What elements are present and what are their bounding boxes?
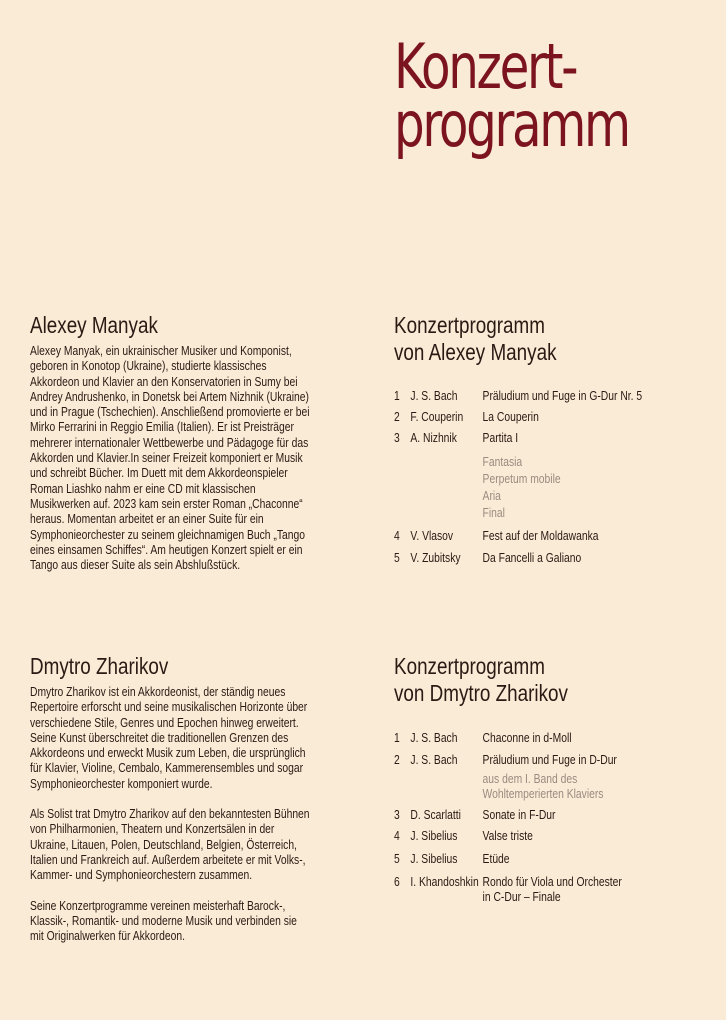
item-work: Da Fancelli a Galiano bbox=[482, 551, 582, 565]
artist2-bio bbox=[30, 685, 375, 959]
item-composer: J. S. Bach bbox=[410, 389, 458, 403]
artist1-name-text: Alexey Manyak bbox=[30, 312, 158, 338]
item-number: 1 bbox=[394, 389, 400, 403]
item-number: 4 bbox=[394, 529, 400, 543]
item-number: 5 bbox=[394, 551, 400, 565]
item-work: Fest auf der Moldawanka bbox=[482, 529, 599, 543]
item-number: 4 bbox=[394, 829, 400, 843]
item-work: Partita I bbox=[482, 431, 519, 445]
work-note-line: aus dem I. Band des bbox=[482, 772, 578, 786]
artist2-bio-paragraph: Dmytro Zharikov ist ein Akkordeonist, der ständig neues Repertoire erforscht und seine musikalischen Horizonte über verschiedene Stile, Genres und Epochen hinweg erweitert. Seine Kunst überschreitet die traditionellen Grenzen des Akkordeons und erweckt Musik zum Leben, die ursprünglich für Klavier, Violine, Cembalo, Kammerensembles und sogar Symphonieorchester komponiert wurde. bbox=[30, 685, 308, 791]
item-work: La Couperin bbox=[482, 410, 539, 424]
program1-heading-line2: von Alexey Manyak bbox=[394, 339, 557, 365]
item-composer: J. S. Bach bbox=[410, 753, 458, 767]
item-composer: I. Khandoshkin bbox=[410, 875, 479, 889]
item-work-line2: in C-Dur – Finale bbox=[482, 890, 561, 904]
item-number: 2 bbox=[394, 753, 400, 767]
artist2-name-text: Dmytro Zharikov bbox=[30, 653, 169, 679]
item-composer: V. Zubitsky bbox=[410, 551, 461, 565]
movement-label: Fantasia bbox=[482, 455, 523, 469]
item-number: 1 bbox=[394, 731, 400, 745]
item-composer: J. Sibelius bbox=[410, 829, 458, 843]
item-work: Chaconne in d-Moll bbox=[482, 731, 572, 745]
title-line-2: programm bbox=[394, 88, 629, 161]
program1-heading-line1: Konzertprogramm bbox=[394, 312, 545, 338]
movement-label: Final bbox=[482, 506, 505, 520]
artist2-name bbox=[30, 653, 199, 680]
item-composer: F. Couperin bbox=[410, 410, 464, 424]
item-composer: V. Vlasov bbox=[410, 529, 454, 543]
page-title bbox=[394, 30, 629, 161]
item-number: 2 bbox=[394, 410, 400, 424]
item-work: Sonate in F-Dur bbox=[482, 808, 556, 822]
item-composer: J. Sibelius bbox=[410, 852, 458, 866]
item-composer: D. Scarlatti bbox=[410, 808, 461, 822]
artist1-name bbox=[30, 312, 186, 339]
item-composer: A. Nizhnik bbox=[410, 431, 457, 445]
item-number: 5 bbox=[394, 852, 400, 866]
item-work: Präludium und Fuge in D-Dur bbox=[482, 753, 617, 767]
program2-heading-line1: Konzertprogramm bbox=[394, 653, 545, 679]
artist2-bio-paragraph: Seine Konzertprogramme vereinen meisterhaft Barock-, Klassik-, Romantik- und moderne Musik und verbinden sie mit Originalwerken für Akkordeon. bbox=[30, 898, 297, 944]
program2-heading-line2: von Dmytro Zharikov bbox=[394, 680, 568, 706]
program2-heading bbox=[394, 653, 606, 707]
item-number: 3 bbox=[394, 808, 400, 822]
movement-label: Perpetum mobile bbox=[482, 472, 561, 486]
artist1-bio bbox=[30, 344, 375, 588]
item-work: Rondo für Viola und Orchester bbox=[482, 875, 622, 889]
item-composer: J. S. Bach bbox=[410, 731, 458, 745]
artist2-bio-paragraph: Als Solist trat Dmytro Zharikov auf den bekanntesten Bühnen von Philharmonien, Theatern und Konzertsälen in der Ukraine, Litauen, Polen, Deutschland, Belgien, Österreich, Italien und Frankreich auf. Außerdem arbeitete er mit Volks-, Kammer- und Symphonieorchestern zusammen. bbox=[30, 807, 310, 883]
title-line-1: Konzert- bbox=[394, 30, 577, 103]
movement-label: Aria bbox=[482, 489, 501, 503]
item-work: Präludium und Fuge in G-Dur Nr. 5 bbox=[482, 389, 643, 403]
artist1-bio-text: Alexey Manyak, ein ukrainischer Musiker und Komponist, geboren in Konotop (Ukraine), studierte klassisches Akkordeon und Klavier an den Konservatorien in Sumy bei Andrey Andrushenko, in Donetsk bei Artem Nizhnik (Ukraine) und in Prague (Tschechien). Anschließend promovierte er bei Mirko Ferrarini in Reggio Emilia (Italien). Er ist Preisträger mehrerer internationaler Wettbewerbe und Pädagoge für das Akkorden und Klavier.In seiner Freizeit komponiert er Musik und schreibt Bücher. Im Duett mit dem Akkordeonspieler Roman Liashko nahm er eine CD mit klassischen Musikwerken auf. 2023 kam sein erster Roman „Chaconne“ heraus. Momentan arbeitet er an einer Suite für ein Symphonieorchester zu seinem gleichnamigen Buch „Tango eines einsamen Schiffes“. Am heutigen Konzert spielt er ein Tango aus dieser Suite als sein Abshlußstück. bbox=[30, 344, 310, 573]
item-work: Valse triste bbox=[482, 829, 533, 843]
item-work: Etüde bbox=[482, 852, 510, 866]
program1-heading bbox=[394, 312, 592, 366]
item-number: 3 bbox=[394, 431, 400, 445]
item-number: 6 bbox=[394, 875, 400, 889]
work-note-line: Wohltemperierten Klaviers bbox=[482, 787, 604, 801]
